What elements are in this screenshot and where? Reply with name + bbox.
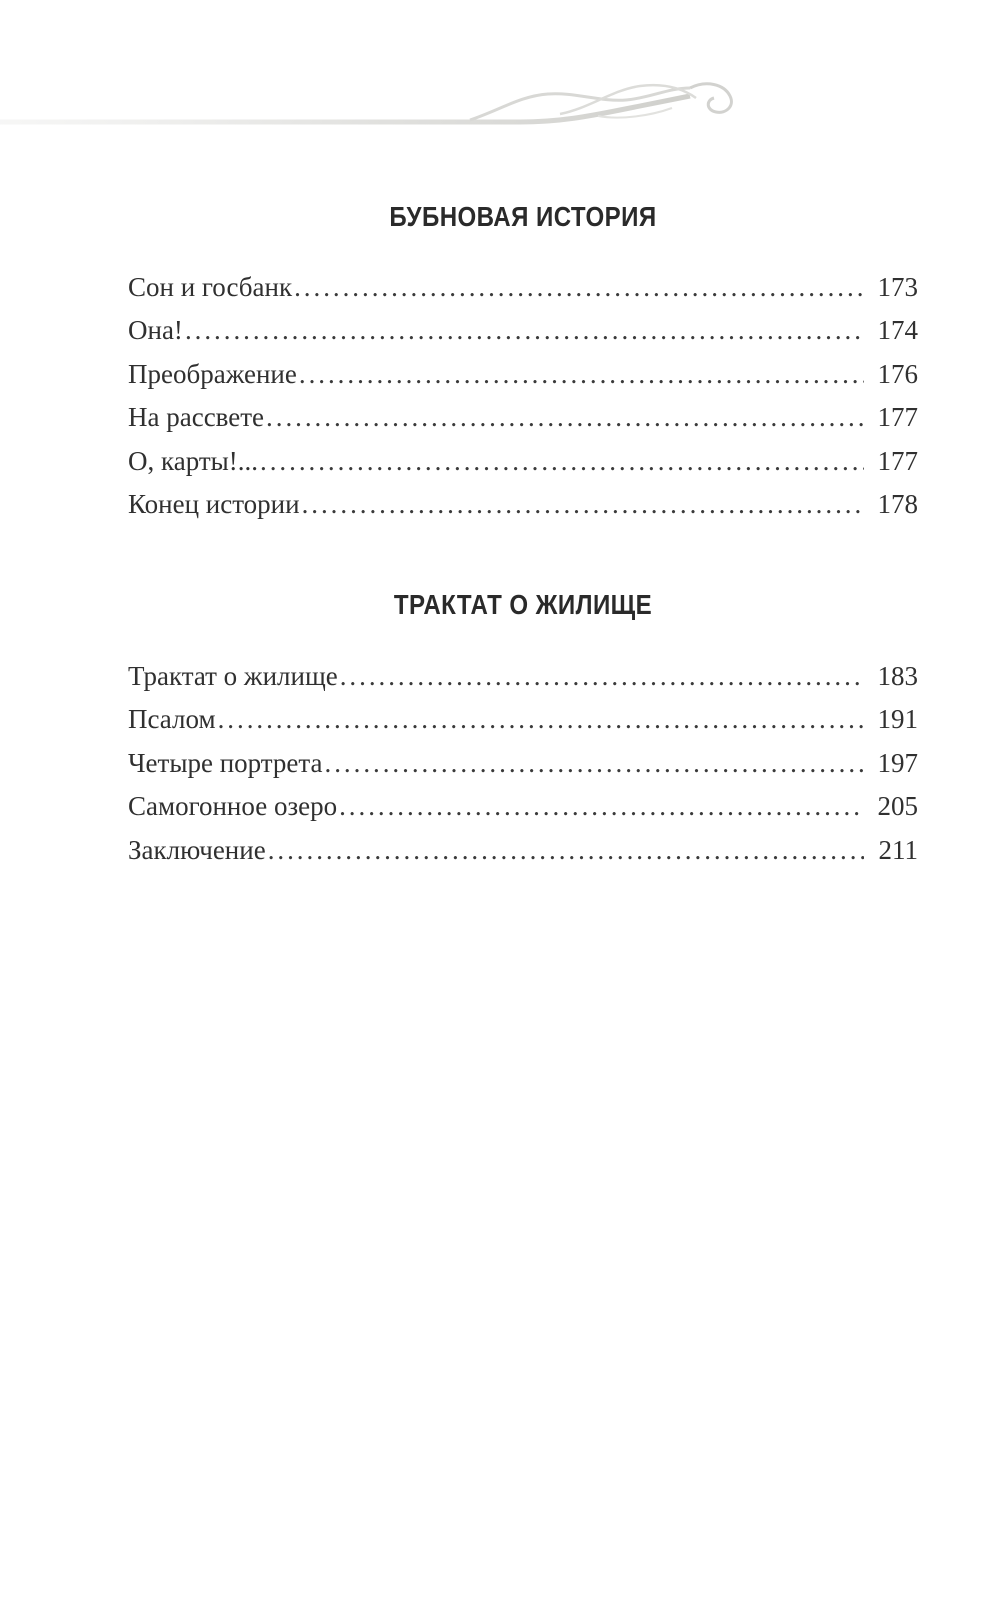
toc-entry[interactable]: [128, 402, 918, 445]
toc-entry-title: Заключение: [128, 834, 266, 865]
toc-entry-page: 205: [877, 791, 918, 822]
toc-entry[interactable]: [128, 315, 918, 358]
toc-section-traktat: [128, 585, 918, 878]
dot-leader: [185, 315, 864, 346]
toc-entry[interactable]: [128, 359, 918, 402]
dot-leader: [294, 272, 864, 303]
toc-entry-page: 183: [877, 661, 918, 691]
toc-entry-title: Она!: [128, 315, 183, 346]
toc-entry-title: Самогонное озеро: [128, 791, 338, 822]
dot-leader: [266, 402, 864, 433]
toc-list: [128, 272, 918, 532]
toc-entry-page: 177: [877, 445, 918, 476]
dot-leader: [302, 489, 864, 520]
toc-entry[interactable]: [128, 661, 918, 704]
dot-leader: [340, 661, 864, 692]
toc-entry-title: Четыре портрета: [128, 747, 323, 778]
toc-entry-page: 173: [877, 272, 918, 302]
toc-entry[interactable]: [128, 704, 918, 747]
toc-entry[interactable]: [128, 272, 918, 315]
toc-entry-title: Псалом: [128, 704, 216, 735]
toc-entry-title: Трактат о жилище: [128, 661, 338, 691]
toc-entry-page: 178: [877, 488, 918, 519]
toc-entry-page: 211: [878, 834, 918, 865]
toc-entry-title: Преображение: [128, 358, 297, 389]
toc-entry-page: 174: [877, 315, 918, 346]
dot-leader: [299, 359, 864, 390]
dot-leader: [339, 791, 864, 822]
toc-entry[interactable]: [128, 748, 918, 791]
dot-leader: [325, 748, 864, 779]
toc-entry[interactable]: [128, 489, 918, 532]
toc-entry-page: 191: [877, 704, 918, 735]
toc-entry-title: Конец истории: [128, 488, 300, 519]
toc-entry-title: Сон и госбанк: [128, 272, 293, 302]
toc-entry-page: 176: [877, 358, 918, 389]
section-title: ТРАКТАТ О ЖИЛИЩЕ: [393, 589, 653, 620]
toc-entry-title: О, карты!...: [128, 445, 259, 476]
decorative-flourish-icon: [0, 70, 760, 140]
toc-entry-title: На рассвете: [128, 402, 265, 433]
toc-entry-page: 197: [877, 747, 918, 778]
toc-entry[interactable]: [128, 446, 918, 489]
dot-leader: [260, 446, 864, 477]
toc-entry[interactable]: [128, 835, 918, 878]
dot-leader: [218, 704, 864, 735]
toc-entry-page: 177: [877, 402, 918, 433]
toc-list: [128, 661, 918, 878]
toc-section-bubnovaya: [128, 197, 918, 532]
toc-entry[interactable]: [128, 791, 918, 834]
section-title: БУБНОВАЯ ИСТОРИЯ: [389, 201, 657, 232]
dot-leader: [268, 835, 864, 866]
